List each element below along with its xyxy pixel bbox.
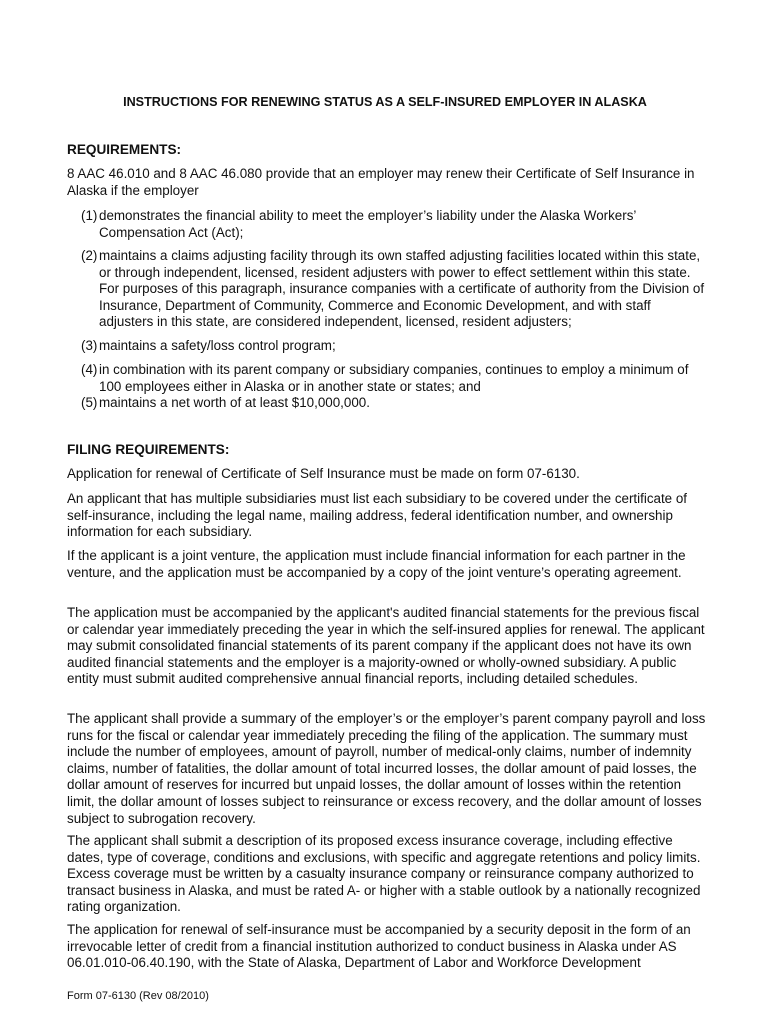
requirement-text: maintains a net worth of at least $10,000,000. [99, 395, 370, 410]
requirement-item [81, 248, 706, 331]
requirement-item [81, 362, 706, 395]
filing-paragraph: The applicant shall provide a summary of the employer’s or the employer’s parent company payroll and loss runs for the fiscal or calendar year immediately preceding the filing of the application. The summary must include the number of employees, amount of payroll, number of medical-only claims, number of indemnity claims, number of fatalities, the dollar amount of total incurred losses, the dollar amount of paid losses, the dollar amount of reserves for incurred but unpaid losses, the dollar amount of losses within the retention limit, the dollar amount of losses subject to reinsurance or excess recovery, and the dollar amount of losses subject to subrogation recovery. [67, 711, 706, 826]
form-footer: Form 07-6130 (Rev 08/2010) [67, 990, 209, 1002]
requirement-number: (5) [81, 395, 98, 410]
requirement-text: maintains a safety/loss control program; [99, 338, 336, 353]
filing-paragraph: An applicant that has multiple subsidiaries must list each subsidiary to be covered under the certificate of self-insurance, including the legal name, mailing address, federal identification number, and ownership information for each subsidiary. [67, 491, 688, 540]
requirement-number: (1) [81, 208, 98, 223]
requirement-item [81, 338, 706, 355]
requirements-intro: 8 AAC 46.010 and 8 AAC 46.080 provide that an employer may renew their Certificate of Self Insurance in Alaska if the employer [67, 166, 695, 198]
document-title: INSTRUCTIONS FOR RENEWING STATUS AS A SELF-INSURED EMPLOYER IN ALASKA [123, 95, 647, 109]
requirements-heading: REQUIREMENTS: [67, 142, 182, 157]
requirement-number: (4) [81, 362, 98, 377]
requirement-item [81, 395, 706, 412]
requirement-text: in combination with its parent company or subsidiary companies, continues to employ a minimum of 100 employees either in Alaska or in another state or states; and [99, 362, 689, 394]
requirement-text: demonstrates the financial ability to meet the employer’s liability under the Alaska Workers’ Compensation Act (Act); [99, 208, 636, 240]
filing-paragraph: If the applicant is a joint venture, the application must include financial information for each partner in the venture, and the application must be accompanied by a copy of the joint venture’s operating agreement. [67, 548, 686, 580]
filing-paragraph: The applicant shall submit a description of its proposed excess insurance coverage, including effective dates, type of coverage, conditions and exclusions, with specific and aggregate retentions and policy limits. Excess coverage must be written by a casualty insurance company or reinsurance company authorized to transact business in Alaska, and must be rated A- or higher with a stable outlook by a nationally recognized rating organization. [67, 833, 701, 915]
filing-paragraph: The application for renewal of self-insurance must be accompanied by a security deposit in the form of an irrevocable letter of credit from a financial institution authorized to conduct business in Alaska under AS 06.01.010-06.40.190, with the State of Alaska, Department of Labor and Workforce Development [67, 922, 691, 971]
filing-paragraph: The application must be accompanied by the applicant's audited financial statements for the previous fiscal or calendar year immediately preceding the year in which the self-insured applies for renewal. The applicant may submit consolidated financial statements of its parent company if the applicant does not have its own audited financial statements and the employer is a majority-owned or wholly-owned subsidiary. A public entity must submit audited comprehensive annual financial reports, including detailed schedules. [67, 605, 705, 687]
requirement-number: (2) [81, 248, 98, 263]
filing-requirements-heading: FILING REQUIREMENTS: [67, 442, 230, 457]
requirement-number: (3) [81, 338, 98, 353]
requirement-text: maintains a claims adjusting facility through its own staffed adjusting facilities located within this state, or through independent, licensed, resident adjusters with power to effect settlement within this state. For purposes of this paragraph, insurance companies with a certificate of authority from the Division of Insurance, Department of Community, Commerce and Economic Development, and with staff adjusters in this state, are considered independent, licensed, resident adjusters; [99, 248, 705, 330]
requirement-item [81, 208, 706, 241]
filing-paragraph: Application for renewal of Certificate of Self Insurance must be made on form 07-6130. [67, 466, 580, 481]
